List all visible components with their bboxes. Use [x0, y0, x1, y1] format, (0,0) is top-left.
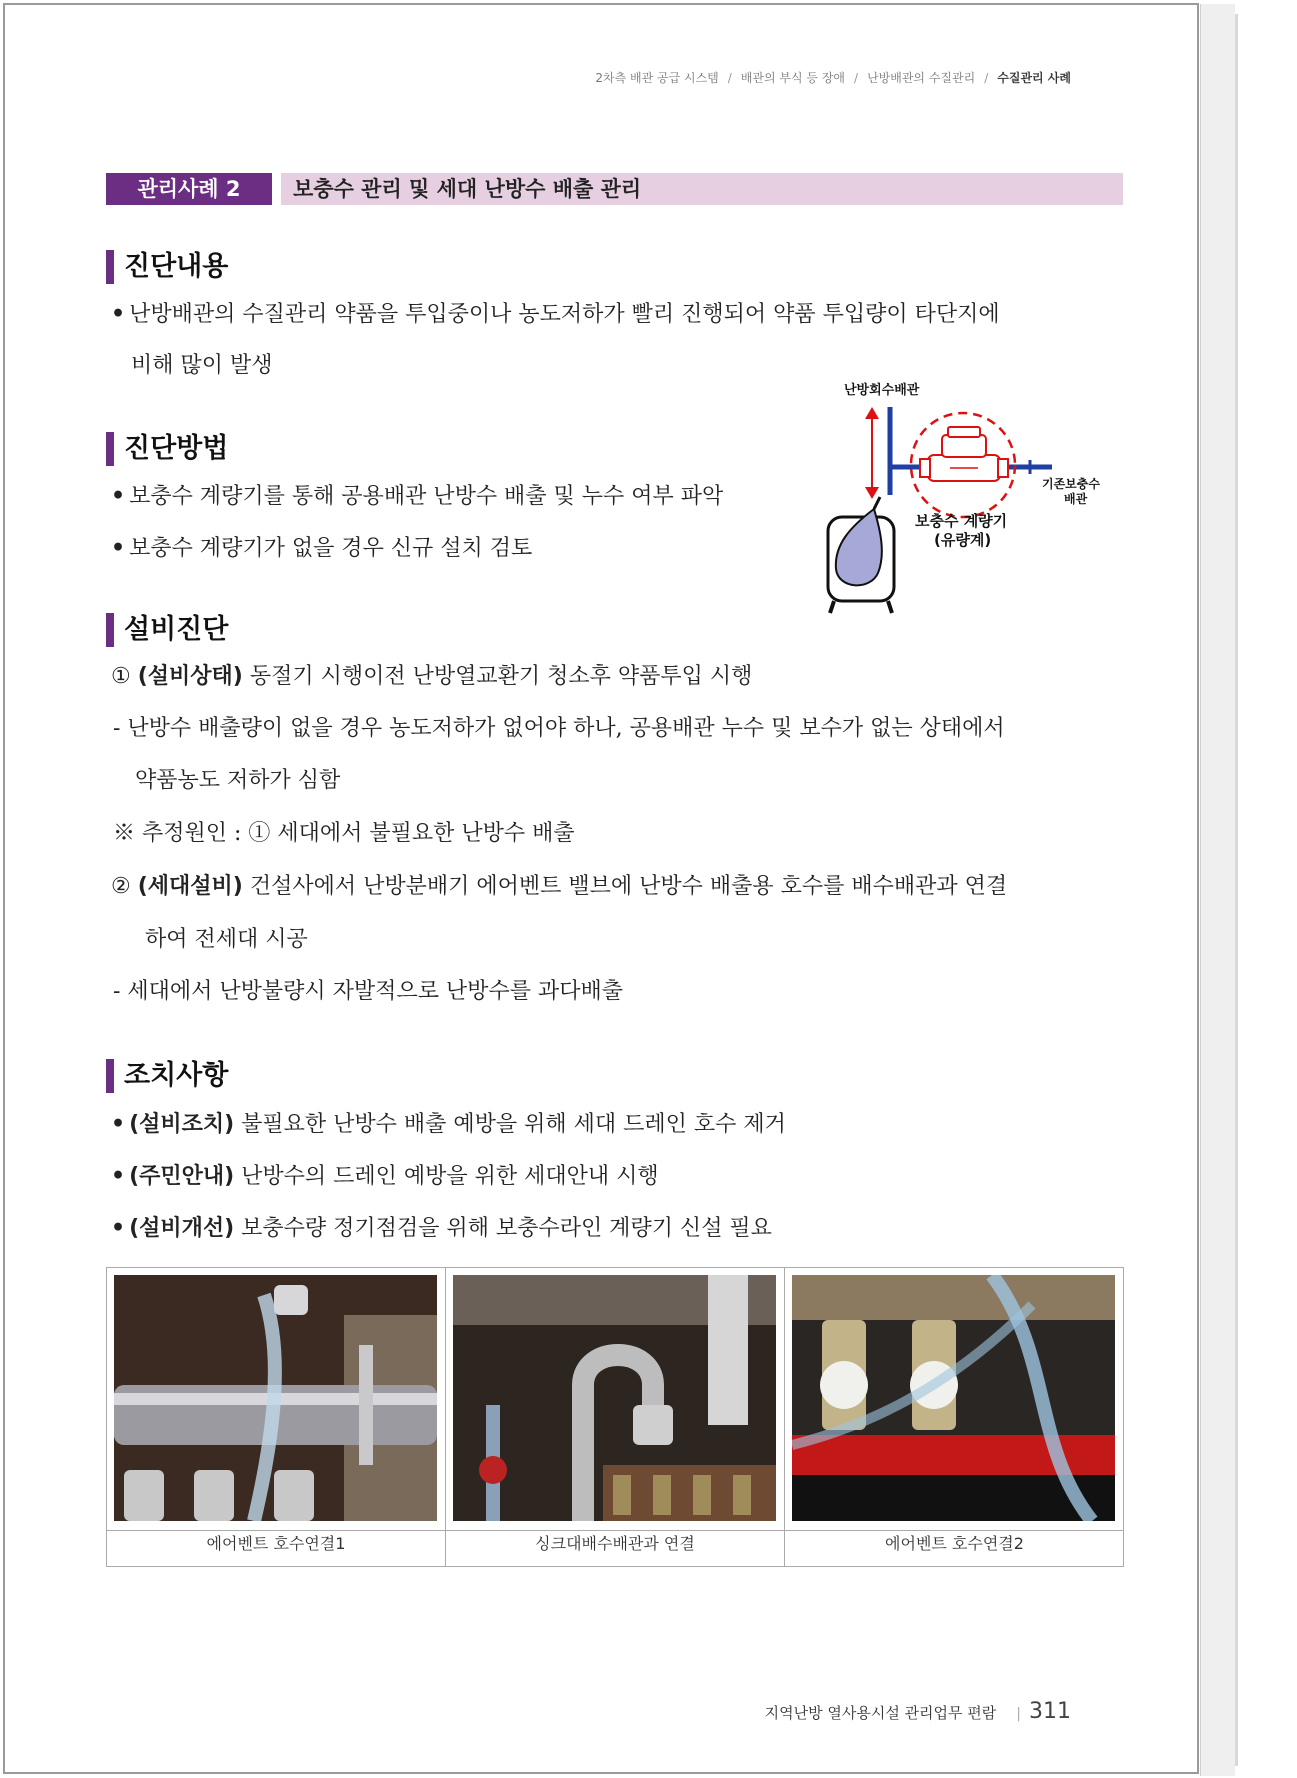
breadcrumb-item: 배관의 부식 등 장애: [740, 71, 846, 85]
equipment-line: ① (설비상태) 동절기 시행이전 난방열교환기 청소후 약품투입 시행: [111, 664, 753, 689]
breadcrumb: 2차측 배관 공급 시스템 / 배관의 부식 등 장애 / 난방배관의 수질관리 / 수질관리 사례: [595, 71, 1071, 85]
page-footer: 지역난방 열사용시설 관리업무 편람 | 311: [764, 1699, 1071, 1724]
photo-caption: 싱크대배수배관과 연결: [446, 1530, 784, 1566]
label-supply-pipe-1: 기존보충수: [1042, 477, 1100, 491]
photo-air-vent-hose-2: [792, 1275, 1115, 1521]
label-meter-sub: (유량계): [934, 531, 992, 549]
breadcrumb-item: 난방배관의 수질관리: [867, 71, 976, 85]
document-page: [3, 3, 1199, 1774]
equipment-line: - 난방수 배출량이 없을 경우 농도저하가 없어야 하나, 공용배관 누수 및 보수가 없는 상태에서: [113, 716, 1005, 741]
label-return-pipe: 난방회수배관: [844, 383, 920, 398]
breadcrumb-current: 수질관리 사례: [997, 71, 1071, 85]
equipment-line: 하여 전세대 시공: [145, 927, 308, 952]
action-item: • (주민안내) 난방수의 드레인 예방을 위한 세대안내 시행: [111, 1163, 659, 1189]
action-item: • (설비조치) 불필요한 난방수 배출 예방을 위해 세대 드레인 호수 제거: [111, 1111, 786, 1137]
page-number: 311: [1029, 1699, 1071, 1724]
equipment-line: - 세대에서 난방불량시 자발적으로 난방수를 과다배출: [113, 979, 623, 1004]
section-heading-action: 조치사항: [106, 1059, 228, 1093]
section-heading-method: 진단방법: [106, 432, 228, 466]
photo-caption: 에어벤트 호수연결2: [785, 1530, 1124, 1566]
diagnosis-line: • 난방배관의 수질관리 약품을 투입중이나 농도저하가 빨리 진행되어 약품 투입량이 타단지에: [111, 301, 1000, 327]
meter-diagram: [820, 377, 1150, 629]
case-title: 보충수 관리 및 세대 난방수 배출 관리: [281, 173, 1123, 205]
photo-sink-drain-connection: [453, 1275, 776, 1521]
label-meter: 보충수 계량기: [915, 512, 1008, 530]
footer-book-title: 지역난방 열사용시설 관리업무 편람: [764, 1704, 997, 1722]
case-label: 관리사례 2: [106, 173, 272, 205]
section-heading-equipment: 설비진단: [106, 613, 228, 647]
photo-caption: 에어벤트 호수연결1: [107, 1530, 445, 1566]
photo-cell: [785, 1268, 1124, 1566]
photo-table: [106, 1267, 1124, 1567]
label-supply-pipe-2: 배관: [1064, 492, 1088, 506]
method-item: • 보충수 계량기를 통해 공용배관 난방수 배출 및 누수 여부 파악: [111, 483, 724, 509]
equipment-line: 약품농도 저하가 심함: [135, 768, 341, 793]
photo-cell: [107, 1268, 446, 1566]
equipment-line: ② (세대설비) 건설사에서 난방분배기 에어벤트 밸브에 난방수 배출용 호수를 배수배관과 연결: [111, 874, 1008, 899]
breadcrumb-item: 2차측 배관 공급 시스템: [595, 71, 719, 85]
diagnosis-line: 비해 많이 발생: [131, 353, 273, 378]
equipment-line: ※ 추정원인 : ① 세대에서 불필요한 난방수 배출: [113, 821, 575, 846]
photo-air-vent-hose-1: [114, 1275, 437, 1521]
page-stack-edge: [1200, 4, 1235, 1776]
photo-cell: [446, 1268, 785, 1566]
section-heading-diagnosis: 진단내용: [106, 250, 228, 284]
method-item: • 보충수 계량기가 없을 경우 신규 설치 검토: [111, 535, 533, 561]
action-item: • (설비개선) 보충수량 정기점검을 위해 보충수라인 계량기 신설 필요: [111, 1215, 772, 1241]
